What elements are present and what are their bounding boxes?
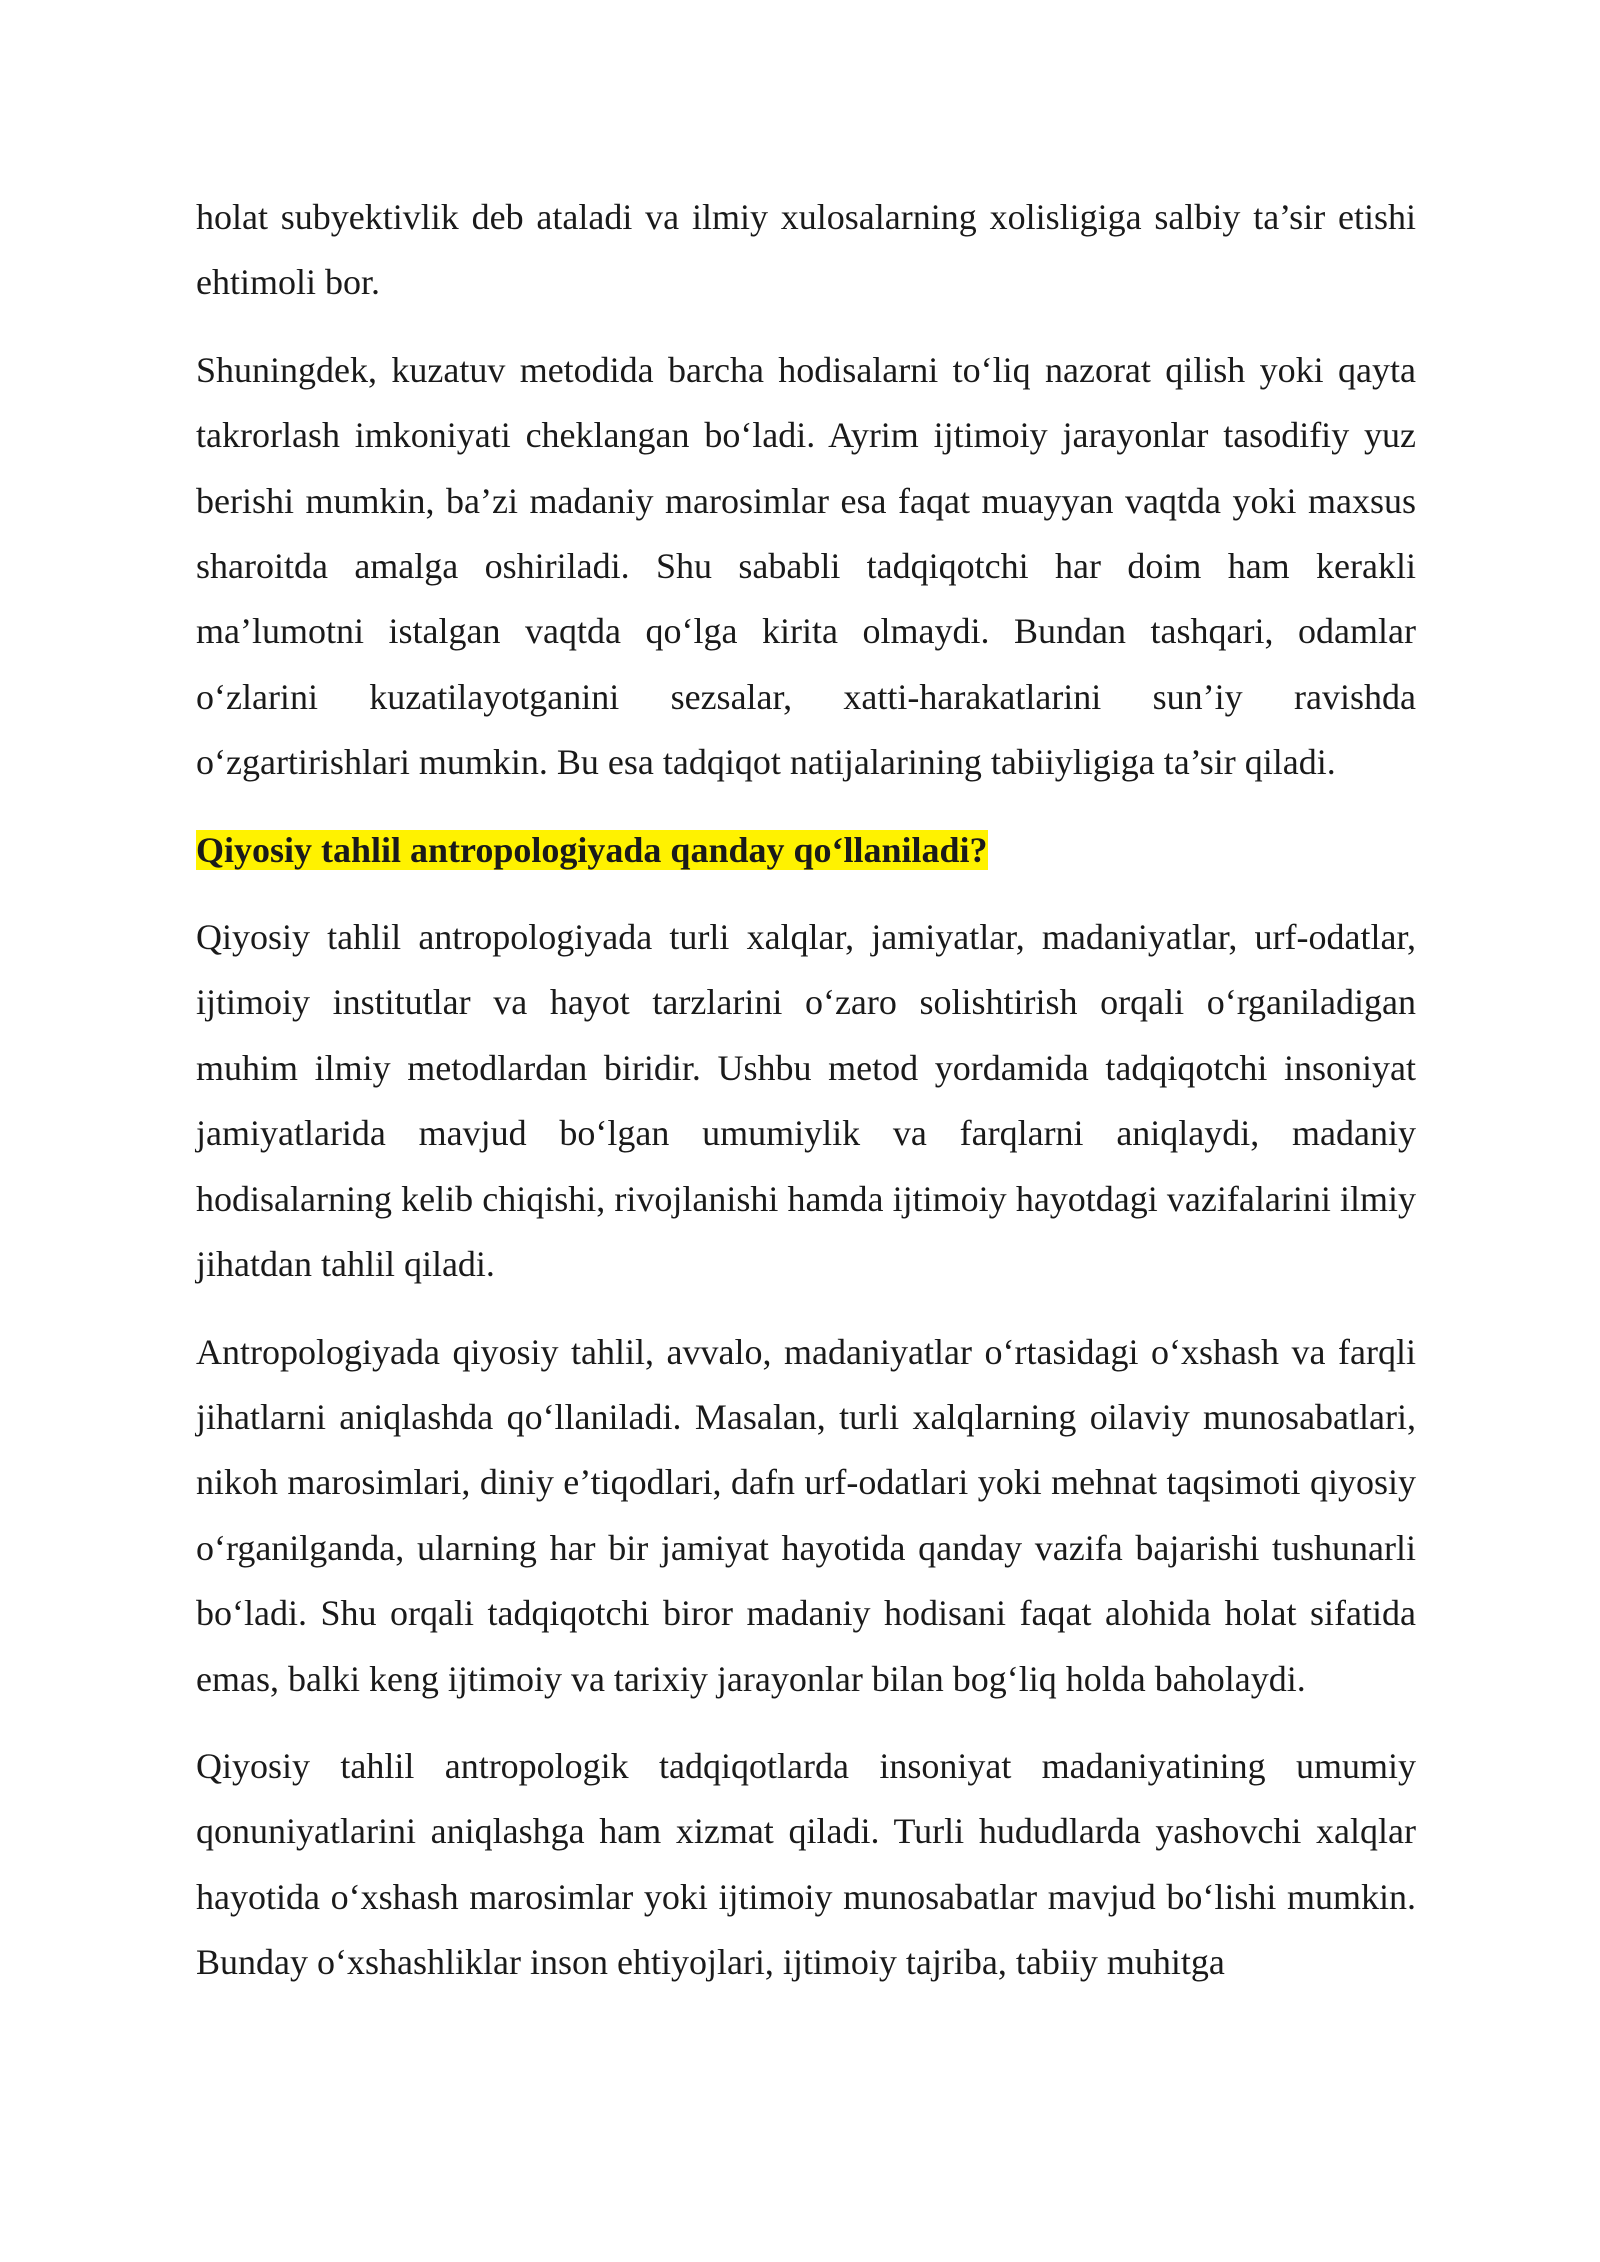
- paragraph-1: holat subyektivlik deb ataladi va ilmiy xulosalarning xolisligiga salbiy ta’sir etishi ehtimoli bor.: [196, 197, 1416, 303]
- paragraph-3: Qiyosiy tahlil antropologiyada turli xalqlar, jamiyatlar, madaniyatlar, urf-odatlar, ijtimoiy institutlar va hayot tarzlarini o‘zaro solishtirish orqali o‘rganiladigan muhim ilmiy metodlardan biridir. Ushbu metod yordamida tadqiqotchi insoniyat jamiyatlarida mavjud bo‘lgan umumiylik va farqlarni aniqlaydi, madaniy hodisalarning kelib chiqishi, rivojlanishi hamda ijtimoiy hayotdagi vazifalarini ilmiy jihatdan tahlil qiladi.: [196, 917, 1416, 1285]
- document-body: [196, 185, 1416, 2018]
- paragraph-4: Antropologiyada qiyosiy tahlil, avvalo, madaniyatlar o‘rtasidagi o‘xshash va farqli jihatlarni aniqlashda qo‘llaniladi. Masalan, turli xalqlarning oilaviy munosabatlari, nikoh marosimlari, diniy e’tiqodlari, dafn urf-odatlari yoki mehnat taqsimoti qiyosiy o‘rganilganda, ularning har bir jamiyat hayotida qanday vazifa bajarishi tushunarli bo‘ladi. Shu orqali tadqiqotchi biror madaniy hodisani faqat alohida holat sifatida emas, balki keng ijtimoiy va tarixiy jarayonlar bilan bog‘liq holda baholaydi.: [196, 1331, 1416, 1699]
- paragraph-5: Qiyosiy tahlil antropologik tadqiqotlarda insoniyat madaniyatining umumiy qonuniyatlarini aniqlashga ham xizmat qiladi. Turli hududlarda yashovchi xalqlar hayotida o‘xshash marosimlar yoki ijtimoiy munosabatlar mavjud bo‘lishi mumkin. Bunday o‘xshashliklar inson ehtiyojlari, ijtimoiy tajriba, tabiiy muhitga: [196, 1745, 1416, 1983]
- highlighted-heading-text: Qiyosiy tahlil antropologiyada qanday qo‘llaniladi?: [196, 829, 988, 870]
- paragraph-2: Shuningdek, kuzatuv metodida barcha hodisalarni to‘liq nazorat qilish yoki qayta takrorlash imkoniyati cheklangan bo‘ladi. Ayrim ijtimoiy jarayonlar tasodifiy yuz berishi mumkin, ba’zi madaniy marosimlar esa faqat muayyan vaqtda yoki maxsus sharoitda amalga oshiriladi. Shu sababli tadqiqotchi har doim ham kerakli ma’lumotni istalgan vaqtda qo‘lga kirita olmaydi. Bundan tashqari, odamlar o‘zlarini kuzatilayotganini sezsalar, xatti-harakatlarini sun’iy ravishda o‘zgartirishlari mumkin. Bu esa tadqiqot natijalarining tabiiyligiga ta’sir qiladi.: [196, 349, 1416, 783]
- section-heading: [196, 818, 1416, 883]
